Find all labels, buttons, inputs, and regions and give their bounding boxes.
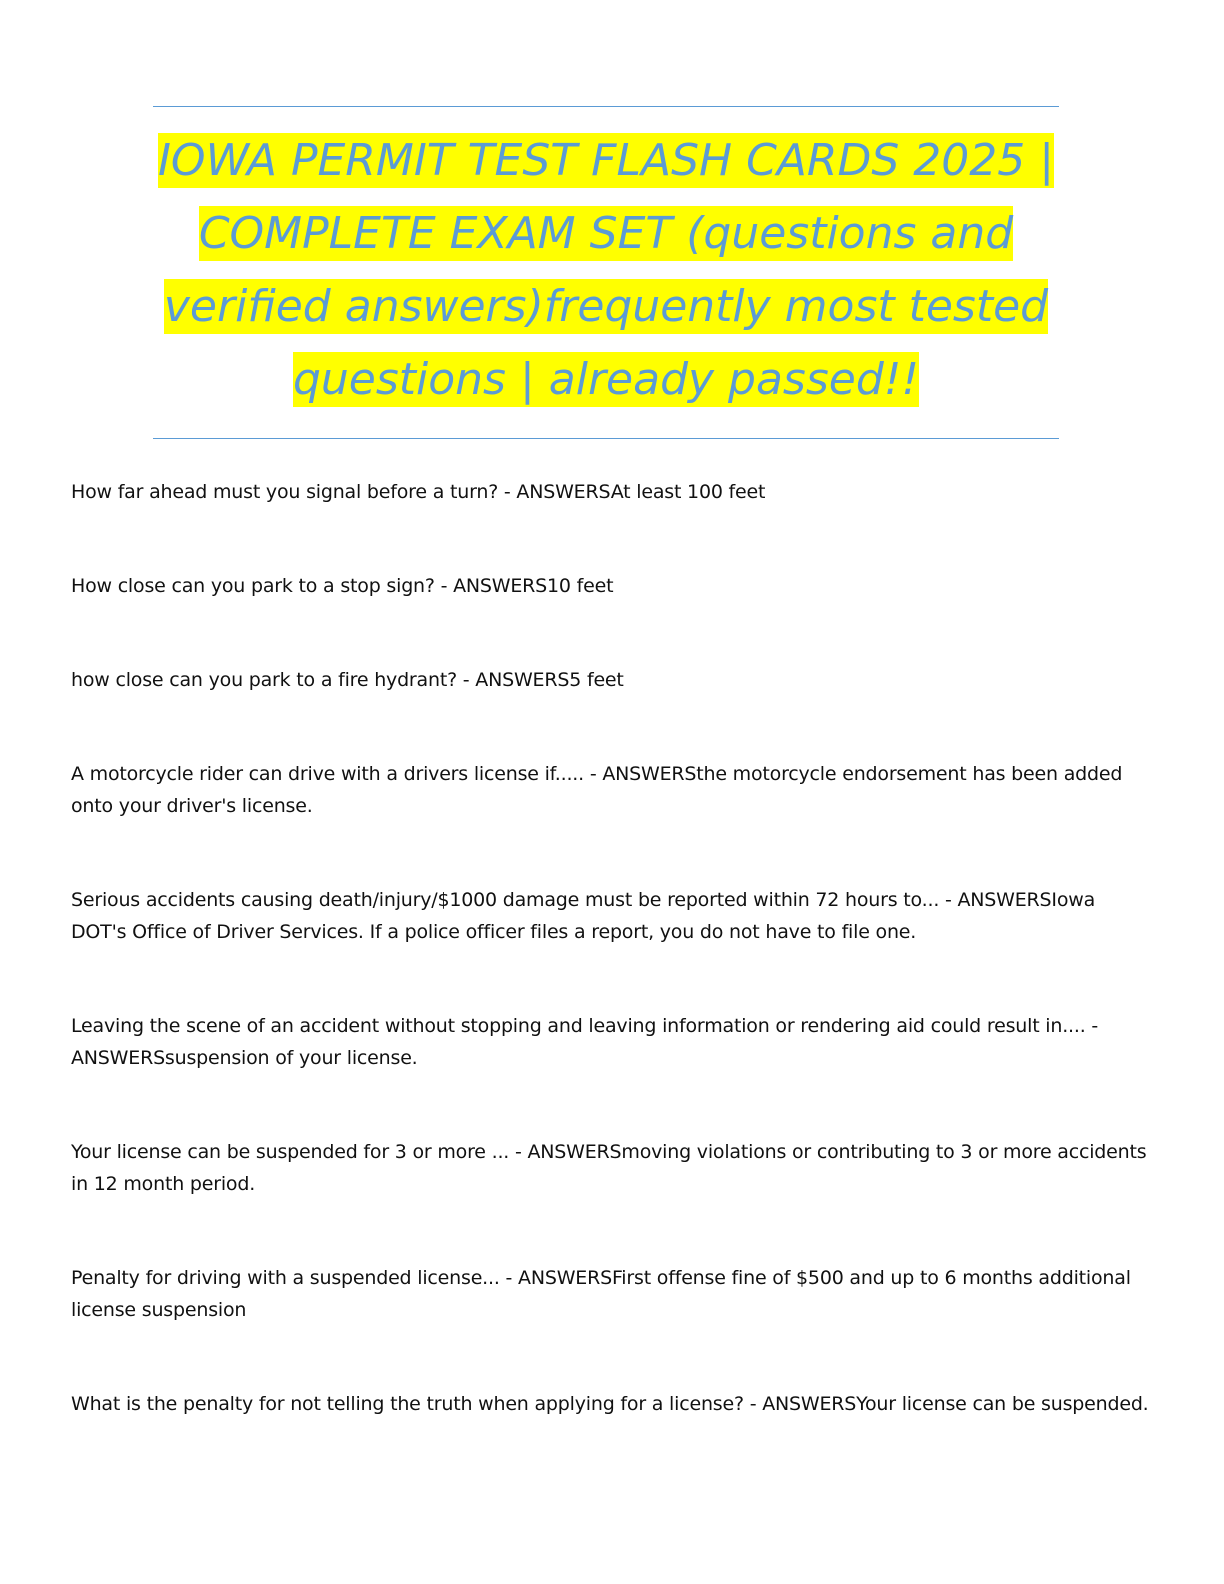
flashcard-item: A motorcycle rider can drive with a drivers license if..... - ANSWERSthe motorcycle endorsement has been added onto your driver's license. (71, 763, 1123, 817)
flashcard-item: What is the penalty for not telling the truth when applying for a license? - ANSWERSYour license can be suspended. (71, 1393, 1149, 1415)
flashcard-item: Serious accidents causing death/injury/$1000 damage must be reported within 72 hours to... - ANSWERSIowa DOT's Office of Driver Services. If a police officer files a report, you do not have to file one. (71, 889, 1096, 943)
flashcard-item: Your license can be suspended for 3 or more ... - ANSWERSmoving violations or contributing to 3 or more accidents in 12 month period. (71, 1141, 1147, 1195)
flashcard-item: Penalty for driving with a suspended license... - ANSWERSFirst offense fine of $500 and up to 6 months additional license suspension (71, 1267, 1131, 1321)
title-bottom-rule (153, 438, 1059, 439)
flashcard-item: how close can you park to a fire hydrant? - ANSWERS5 feet (71, 669, 624, 691)
document-title (150, 124, 1062, 416)
flashcard-list (71, 476, 1151, 1482)
flashcard-item: Leaving the scene of an accident without stopping and leaving information or rendering aid could result in.... - ANSWERSsuspension of your license. (71, 1015, 1099, 1069)
document-title-text: IOWA PERMIT TEST FLASH CARDS 2025 | COMPLETE EXAM SET (questions and verified answers)frequently most tested questions | already passed!! (157, 135, 1055, 405)
flashcard-item: How close can you park to a stop sign? - ANSWERS10 feet (71, 575, 614, 597)
title-top-rule (153, 106, 1059, 107)
flashcard-item: How far ahead must you signal before a turn? - ANSWERSAt least 100 feet (71, 481, 766, 503)
